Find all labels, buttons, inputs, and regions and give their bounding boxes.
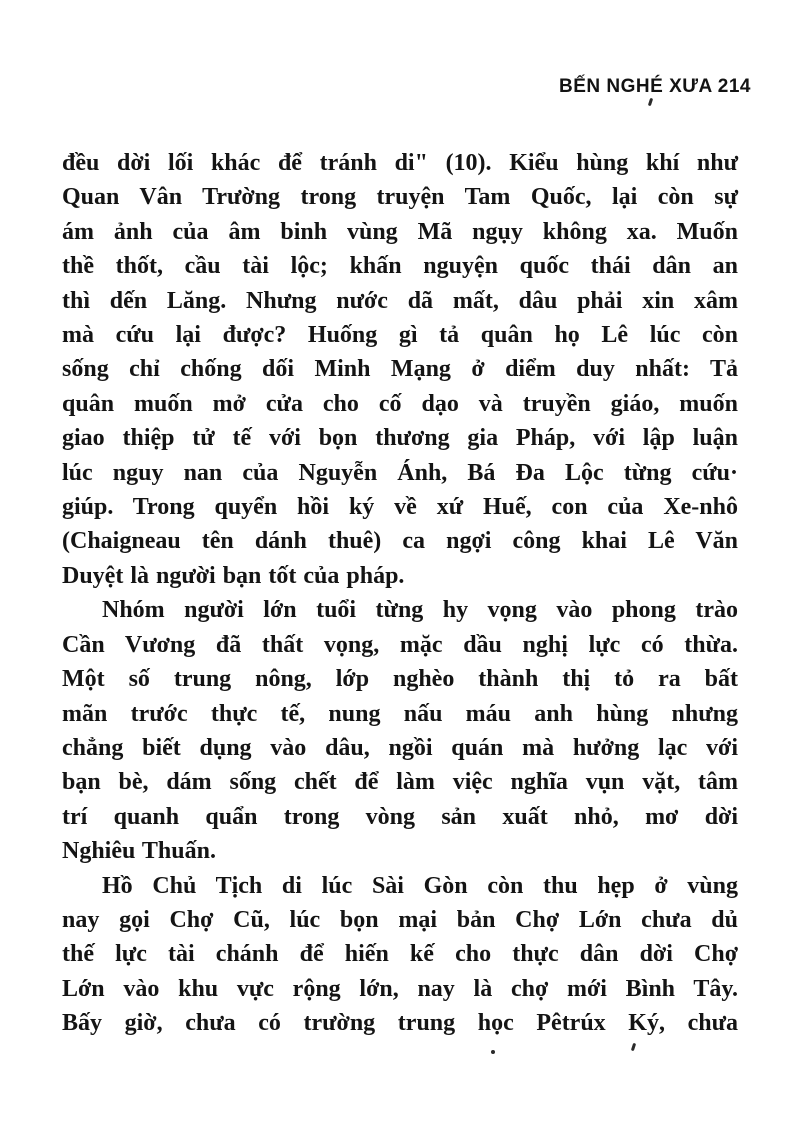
text-line: trí quanh quẩn trong vòng sản xuất nhỏ, mơ dời <box>62 803 738 830</box>
text-line: Cần Vương đã thất vọng, mặc dầu nghị lực có thừa. <box>62 631 738 658</box>
text-line: thề thốt, cầu tài lộc; khấn nguyện quốc thái dân an <box>62 253 738 280</box>
text-line: bạn bè, dám sống chết để làm việc nghĩa vụn vặt, tâm <box>62 769 738 796</box>
text-line: Hồ Chủ Tịch di lúc Sài Gòn còn thu hẹp ở vùng <box>102 872 738 899</box>
text-line: Nhóm người lớn tuổi từng hy vọng vào phong trào <box>102 597 738 624</box>
text-line: mà cứu lại được? Huống gì tả quân họ Lê lúc còn <box>62 322 738 349</box>
scan-artifact <box>648 98 653 107</box>
scan-artifact <box>631 1043 636 1052</box>
text-line: Nghiêu Thuấn. <box>62 838 216 865</box>
text-line: (Chaigneau tên dánh thuê) ca ngợi công khai Lê Văn <box>62 528 738 555</box>
text-line: Quan Vân Trường trong truyện Tam Quốc, lại còn sự <box>62 184 738 211</box>
text-line: thì dến Lăng. Nhưng nước dã mất, dâu phải xin xâm <box>62 287 738 314</box>
text-line: đều dời lối khác để tránh di" (10). Kiểu hùng khí như <box>62 150 738 176</box>
text-line: chẳng biết dụng vào dâu, ngồi quán mà hưởng lạc với <box>62 734 738 761</box>
text-line: Lớn vào khu vực rộng lớn, nay là chợ mới Bình Tây. <box>62 975 738 1002</box>
text-line: Duyệt là người bạn tốt của pháp. <box>62 562 405 589</box>
text-line: nay gọi Chợ Cũ, lúc bọn mại bản Chợ Lớn chưa dủ <box>62 906 738 933</box>
text-line: ám ảnh của âm binh vùng Mã ngụy không xa. Muốn <box>62 218 738 245</box>
page-header: BẾN NGHÉ XƯA 214 <box>559 76 751 97</box>
text-line: Một số trung nông, lớp nghèo thành thị tỏ ra bất <box>62 666 738 693</box>
text-line: thế lực tài chánh để hiến kế cho thực dân dời Chợ <box>62 941 738 968</box>
text-line: quân muốn mở cửa cho cố dạo và truyền giáo, muốn <box>62 390 738 417</box>
scan-artifact <box>491 1050 495 1054</box>
text-line: giúp. Trong quyển hồi ký về xứ Huế, con của Xe-nhô <box>62 494 738 521</box>
text-line: sống chỉ chống dối Minh Mạng ở diểm duy nhất: Tả <box>62 356 738 383</box>
text-block <box>62 146 738 1041</box>
text-line: giao thiệp tử tế với bọn thương gia Pháp, với lập luận <box>62 425 738 452</box>
text-line: Bấy giờ, chưa có trường trung học Pêtrúx Ký, chưa <box>62 1010 738 1037</box>
paragraph <box>62 146 738 593</box>
paragraph <box>62 593 738 868</box>
paragraph <box>62 869 738 1041</box>
text-line: mãn trước thực tế, nung nấu máu anh hùng nhưng <box>62 700 738 727</box>
text-line: lúc nguy nan của Nguyễn Ánh, Bá Đa Lộc từng cứu· <box>62 459 738 486</box>
